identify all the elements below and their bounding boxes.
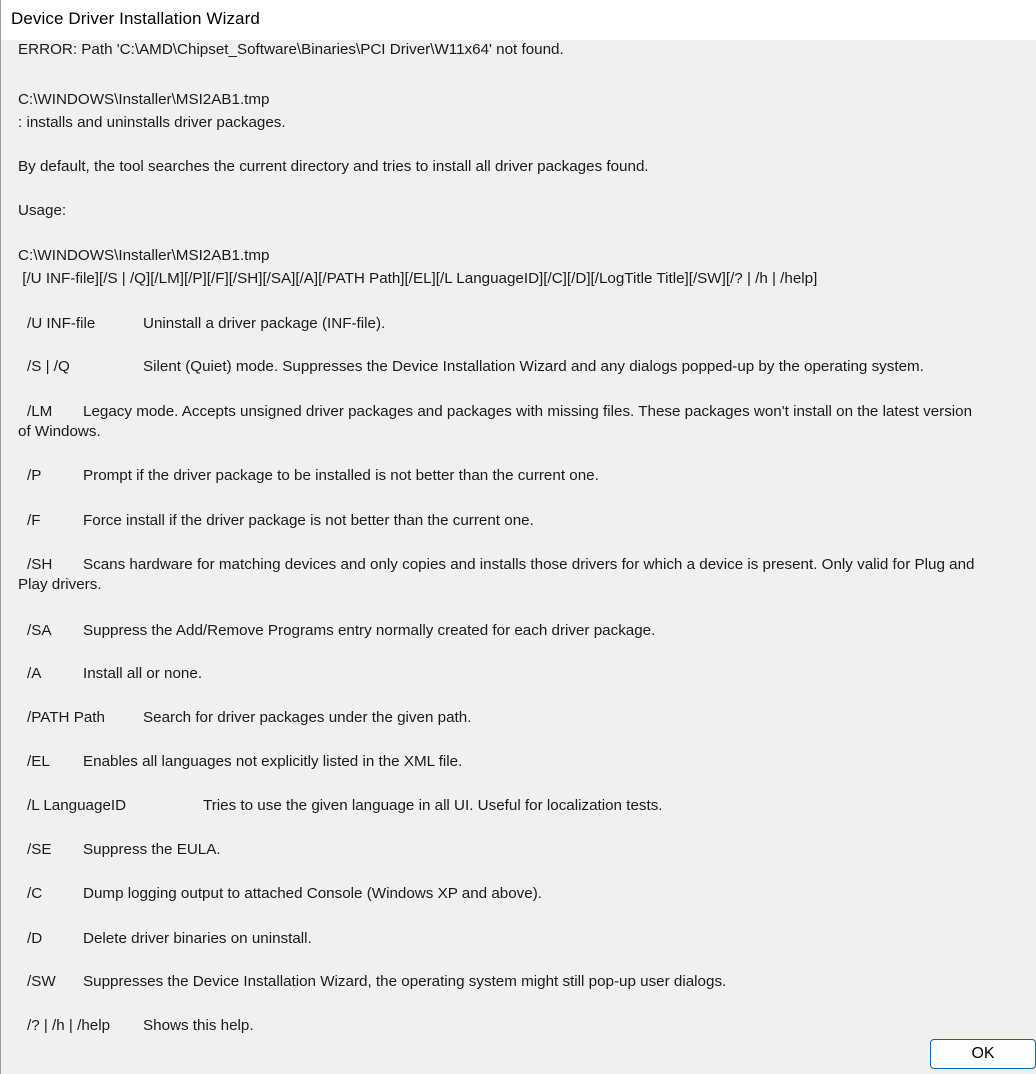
title-bar[interactable] <box>1 0 1036 40</box>
option-description: Delete driver binaries on uninstall. <box>83 930 312 947</box>
option-description: Dump logging output to attached Console (Windows XP and above). <box>83 885 542 902</box>
option-description: Force install if the driver package is not better than the current one. <box>83 512 534 529</box>
option-flag: /SA <box>27 622 52 639</box>
option-flag: /F <box>27 512 41 529</box>
ok-button[interactable]: OK <box>930 1039 1036 1069</box>
option-flag: /SH <box>27 556 53 573</box>
option-flag: /A <box>27 665 42 682</box>
option-description: Uninstall a driver package (INF-file). <box>143 315 386 332</box>
window-title: Device Driver Installation Wizard <box>11 9 260 28</box>
tool-tagline: : installs and uninstalls driver packages. <box>18 114 286 131</box>
option-description: Suppress the Add/Remove Programs entry normally created for each driver package. <box>83 622 656 639</box>
option-description: Suppress the EULA. <box>83 841 221 858</box>
option-flag: /EL <box>27 753 50 770</box>
option-description-continued: of Windows. <box>18 423 101 440</box>
option-description: Silent (Quiet) mode. Suppresses the Device Installation Wizard and any dialogs popped-up by the operating system. <box>143 358 924 375</box>
option-flag: /P <box>27 467 42 484</box>
option-description: Search for driver packages under the given path. <box>143 709 472 726</box>
option-flag: /SE <box>27 841 52 858</box>
usage-label: Usage: <box>18 202 67 219</box>
option-description: Scans hardware for matching devices and only copies and installs those drivers for which a device is present. Only valid for Plug and <box>83 556 975 573</box>
option-description-continued: Play drivers. <box>18 576 102 593</box>
option-flag: /C <box>27 885 43 902</box>
option-flag: /PATH Path <box>27 709 105 726</box>
default-description: By default, the tool searches the current directory and tries to install all driver packages found. <box>18 158 649 175</box>
option-description: Tries to use the given language in all UI. Useful for localization tests. <box>203 797 663 814</box>
option-flag: /? | /h | /help <box>27 1017 111 1034</box>
option-description: Suppresses the Device Installation Wizard, the operating system might still pop-up user dialogs. <box>83 973 727 990</box>
installer-path-usage: C:\WINDOWS\Installer\MSI2AB1.tmp <box>18 247 270 264</box>
option-description: Enables all languages not explicitly listed in the XML file. <box>83 753 463 770</box>
option-description: Prompt if the driver package to be installed is not better than the current one. <box>83 467 599 484</box>
option-flag: /D <box>27 930 43 947</box>
option-description: Legacy mode. Accepts unsigned driver packages and packages with missing files. These packages won't install on the latest version <box>83 403 973 420</box>
option-description: Shows this help. <box>143 1017 254 1034</box>
option-flag: /LM <box>27 403 53 420</box>
option-flag: /S | /Q <box>27 358 70 375</box>
usage-syntax: [/U INF-file][/S | /Q][/LM][/P][/F][/SH][/SA][/A][/PATH Path][/EL][/L LanguageID][/C][/D][/LogTitle Title][/SW][/? | /h | /help] <box>18 270 818 287</box>
option-flag: /L LanguageID <box>27 797 127 814</box>
option-flag: /U INF-file <box>27 315 96 332</box>
error-message: ERROR: Path 'C:\AMD\Chipset_Software\Binaries\PCI Driver\W11x64' not found. <box>18 41 564 58</box>
installer-path: C:\WINDOWS\Installer\MSI2AB1.tmp <box>18 91 270 108</box>
option-flag: /SW <box>27 973 56 990</box>
option-description: Install all or none. <box>83 665 203 682</box>
